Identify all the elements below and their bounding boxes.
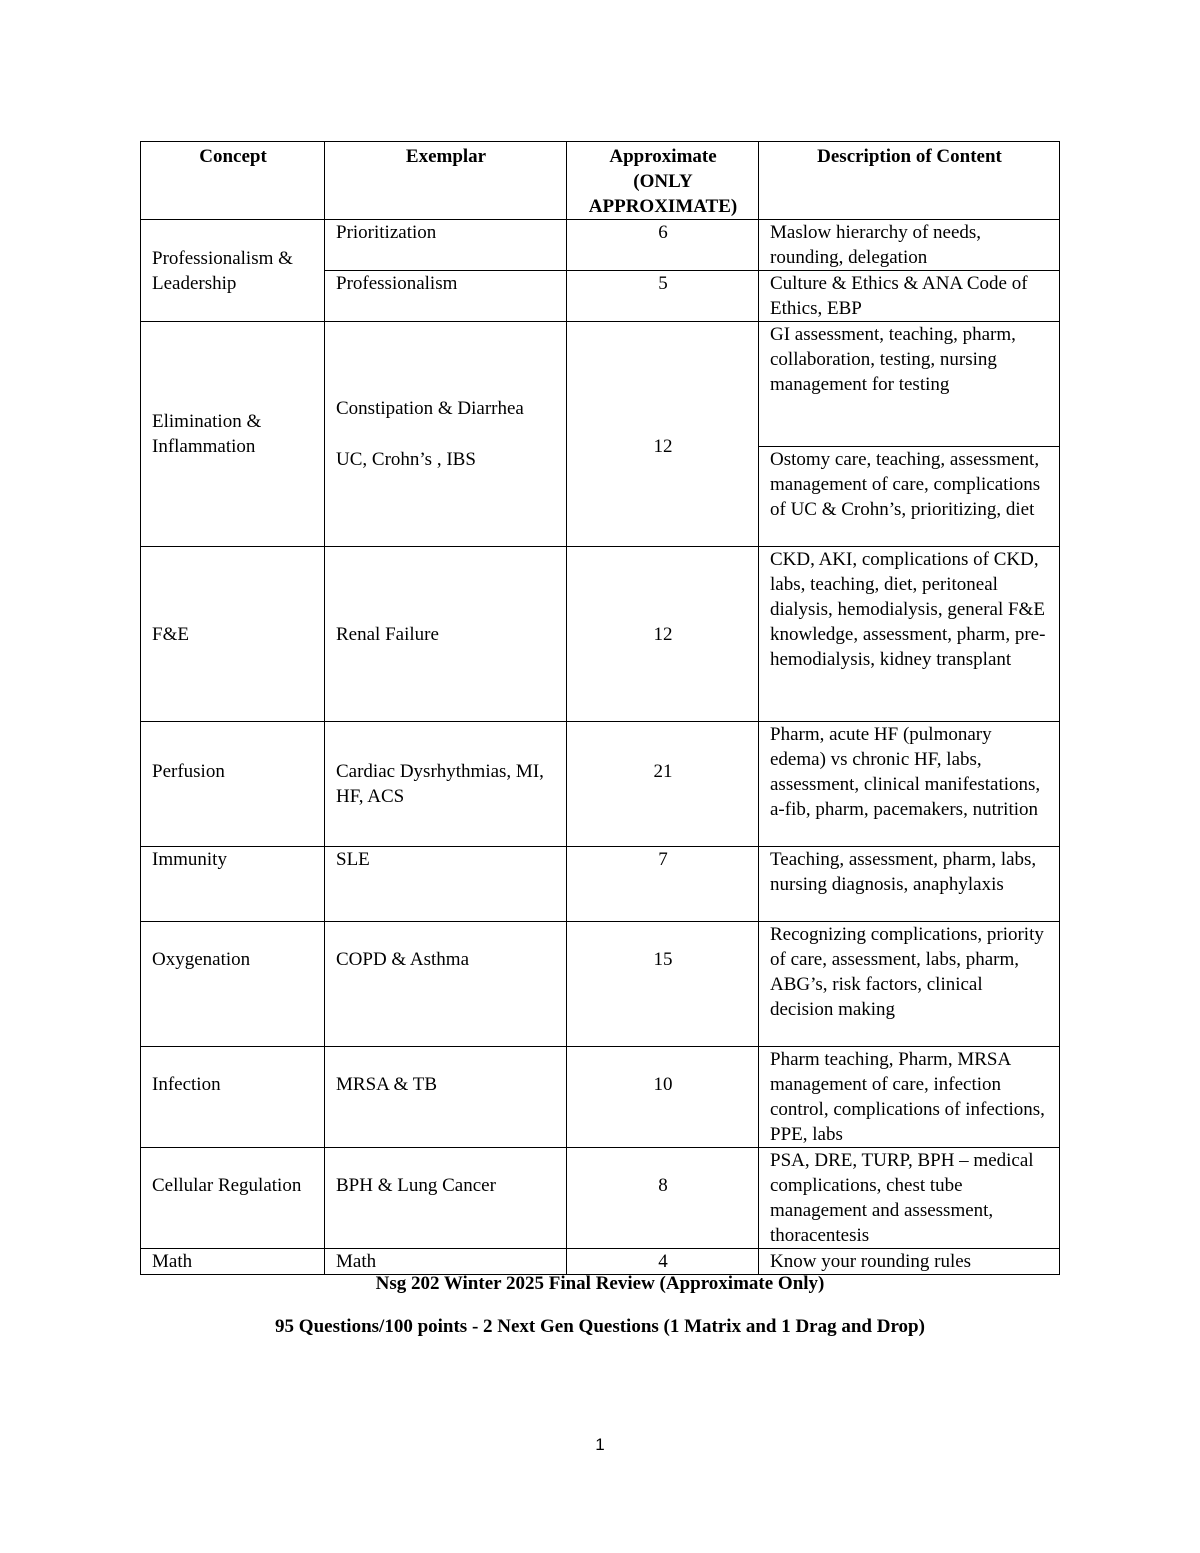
table-row — [141, 722, 1060, 847]
description-cell: CKD, AKI, complications of CKD, labs, teaching, diet, peritoneal dialysis, hemodialysis, general F&E knowledge, assessment, pharm, pre-hemodialysis, kidney transplant — [759, 547, 1060, 722]
table-row — [141, 322, 1060, 447]
review-subtitle: 95 Questions/100 points - 2 Next Gen Questions (1 Matrix and 1 Drag and Drop) — [275, 1316, 925, 1337]
count-cell: 5 — [567, 271, 759, 322]
description-cell: Ostomy care, teaching, assessment, management of care, complications of UC & Crohn’s, prioritizing, diet — [759, 447, 1060, 547]
count-cell: 4 — [567, 1249, 759, 1275]
header-description: Description of Content — [759, 142, 1060, 220]
description-cell: Pharm teaching, Pharm, MRSA management of care, infection control, complications of infections, PPE, labs — [759, 1047, 1060, 1148]
table-row — [141, 547, 1060, 722]
exemplar-cell: BPH & Lung Cancer — [325, 1148, 567, 1249]
header-concept: Concept — [141, 142, 325, 220]
description-cell: GI assessment, teaching, pharm, collaboration, testing, nursing management for testing — [759, 322, 1060, 447]
concept-cell: Professionalism & Leadership — [141, 220, 325, 322]
concept-cell: Perfusion — [141, 722, 325, 847]
description-cell: Know your rounding rules — [759, 1249, 1060, 1275]
exemplar-cell: Cardiac Dysrhythmias, MI, HF, ACS — [325, 722, 567, 847]
exemplar-cell: Renal Failure — [325, 547, 567, 722]
concept-cell: Cellular Regulation — [141, 1148, 325, 1249]
count-cell: 7 — [567, 847, 759, 922]
header-approx-line1: Approximate — [609, 146, 717, 167]
table-row — [141, 922, 1060, 1047]
concept-cell: Elimination & Inflammation — [141, 322, 325, 547]
exemplar-cell: Professionalism — [325, 271, 567, 322]
count-cell: 8 — [567, 1148, 759, 1249]
exemplar-cell: SLE — [325, 847, 567, 922]
exemplar-line: Constipation & Diarrhea — [336, 398, 524, 419]
header-approx-line2: (ONLY — [633, 171, 693, 192]
concept-cell: Math — [141, 1249, 325, 1275]
count-cell: 12 — [567, 547, 759, 722]
count-cell: 15 — [567, 922, 759, 1047]
count-cell: 21 — [567, 722, 759, 847]
count-cell: 10 — [567, 1047, 759, 1148]
description-cell: Teaching, assessment, pharm, labs, nursing diagnosis, anaphylaxis — [759, 847, 1060, 922]
header-approximate — [567, 142, 759, 220]
header-exemplar: Exemplar — [325, 142, 567, 220]
table-row — [141, 847, 1060, 922]
exemplar-cell — [325, 322, 567, 547]
exemplar-cell: Prioritization — [325, 220, 567, 271]
table-row — [141, 1047, 1060, 1148]
concept-cell: Immunity — [141, 847, 325, 922]
count-cell: 6 — [567, 220, 759, 271]
review-title: Nsg 202 Winter 2025 Final Review (Approximate Only) — [375, 1273, 825, 1294]
exemplar-cell: COPD & Asthma — [325, 922, 567, 1047]
description-cell: PSA, DRE, TURP, BPH – medical complications, chest tube management and assessment, thoracentesis — [759, 1148, 1060, 1249]
table-header-row — [141, 142, 1060, 220]
concept-cell: F&E — [141, 547, 325, 722]
concept-cell: Infection — [141, 1047, 325, 1148]
exemplar-cell: MRSA & TB — [325, 1047, 567, 1148]
description-cell: Culture & Ethics & ANA Code of Ethics, EBP — [759, 271, 1060, 322]
description-cell: Pharm, acute HF (pulmonary edema) vs chronic HF, labs, assessment, clinical manifestations, a-fib, pharm, pacemakers, nutrition — [759, 722, 1060, 847]
description-cell: Maslow hierarchy of needs, rounding, delegation — [759, 220, 1060, 271]
line-gap — [336, 421, 556, 447]
table-row — [141, 220, 1060, 271]
exemplar-cell: Math — [325, 1249, 567, 1275]
description-cell: Recognizing complications, priority of care, assessment, labs, pharm, ABG’s, risk factors, clinical decision making — [759, 922, 1060, 1047]
table-row — [141, 1148, 1060, 1249]
header-approx-line3: APPROXIMATE) — [588, 196, 738, 217]
exemplar-line: UC, Crohn’s , IBS — [336, 449, 476, 470]
concept-cell: Oxygenation — [141, 922, 325, 1047]
page-number: 1 — [595, 1435, 605, 1454]
count-cell: 12 — [567, 322, 759, 547]
exam-content-table — [140, 141, 1060, 1275]
